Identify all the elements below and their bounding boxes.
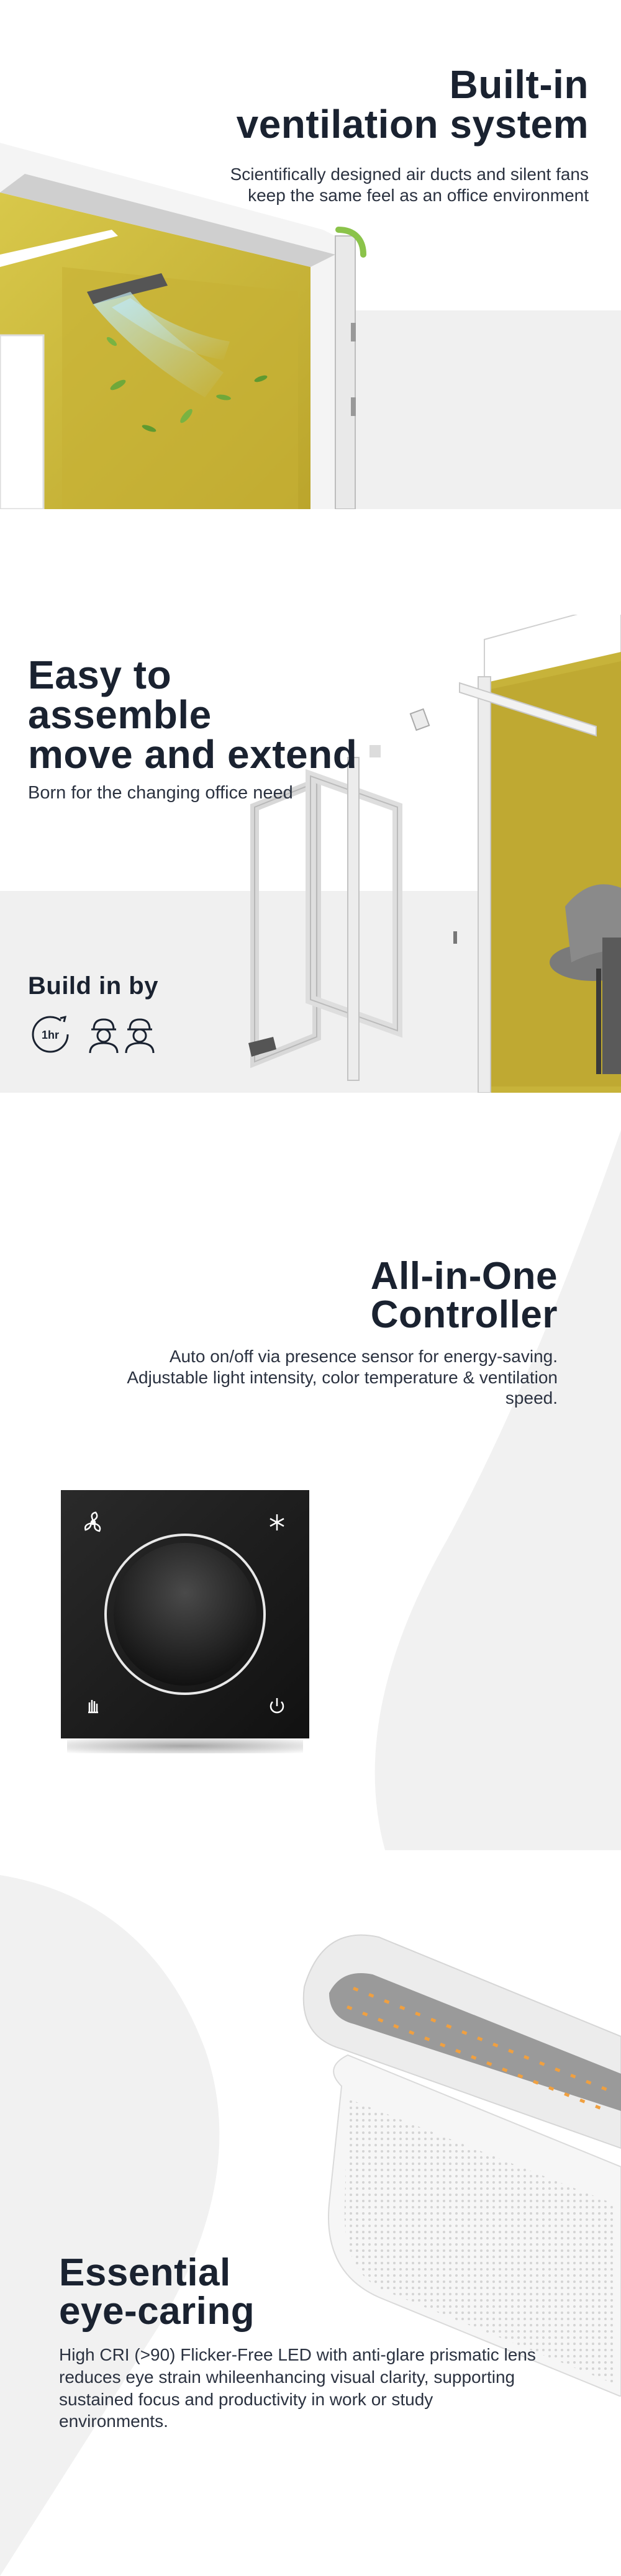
section-title: Built-in ventilation system (236, 62, 589, 147)
controller-panel (61, 1490, 309, 1738)
background-panel (348, 310, 621, 509)
section-description: Auto on/off via presence sensor for energy-saving. Adjustable light intensity, color temperature & ventilation speed. (127, 1347, 558, 1408)
section-title: Essential eye-caring (59, 2251, 255, 2333)
section-description: Born for the changing office need (28, 783, 293, 803)
led-lamp-illustration (286, 1925, 621, 2397)
build-label: Build in by (28, 972, 158, 1000)
ventilation-section (0, 0, 621, 509)
time-badge: 1hr (41, 1029, 60, 1041)
worker-icon (85, 1016, 122, 1054)
lighting-section (0, 1850, 621, 2576)
controller-section (0, 1093, 621, 1850)
section-description: High CRI (>90) Flicker-Free LED with anti-glare prismatic lens reduces eye strain whileenhancing visual clarity, supporting sustained focus and productivity in work or study environments. (59, 2345, 536, 2431)
build-icons (28, 1011, 177, 1060)
controller-shadow (67, 1738, 303, 1753)
worker-icon (121, 1016, 158, 1054)
section-title: All-in-One Controller (370, 1255, 558, 1336)
section-description: Scientifically designed air ducts and silent fans keep the same feel as an office environment (230, 165, 589, 205)
assembly-section (0, 509, 621, 1093)
section-title: Easy to assemble move and extend (28, 653, 358, 777)
clock-icon (28, 1011, 73, 1055)
